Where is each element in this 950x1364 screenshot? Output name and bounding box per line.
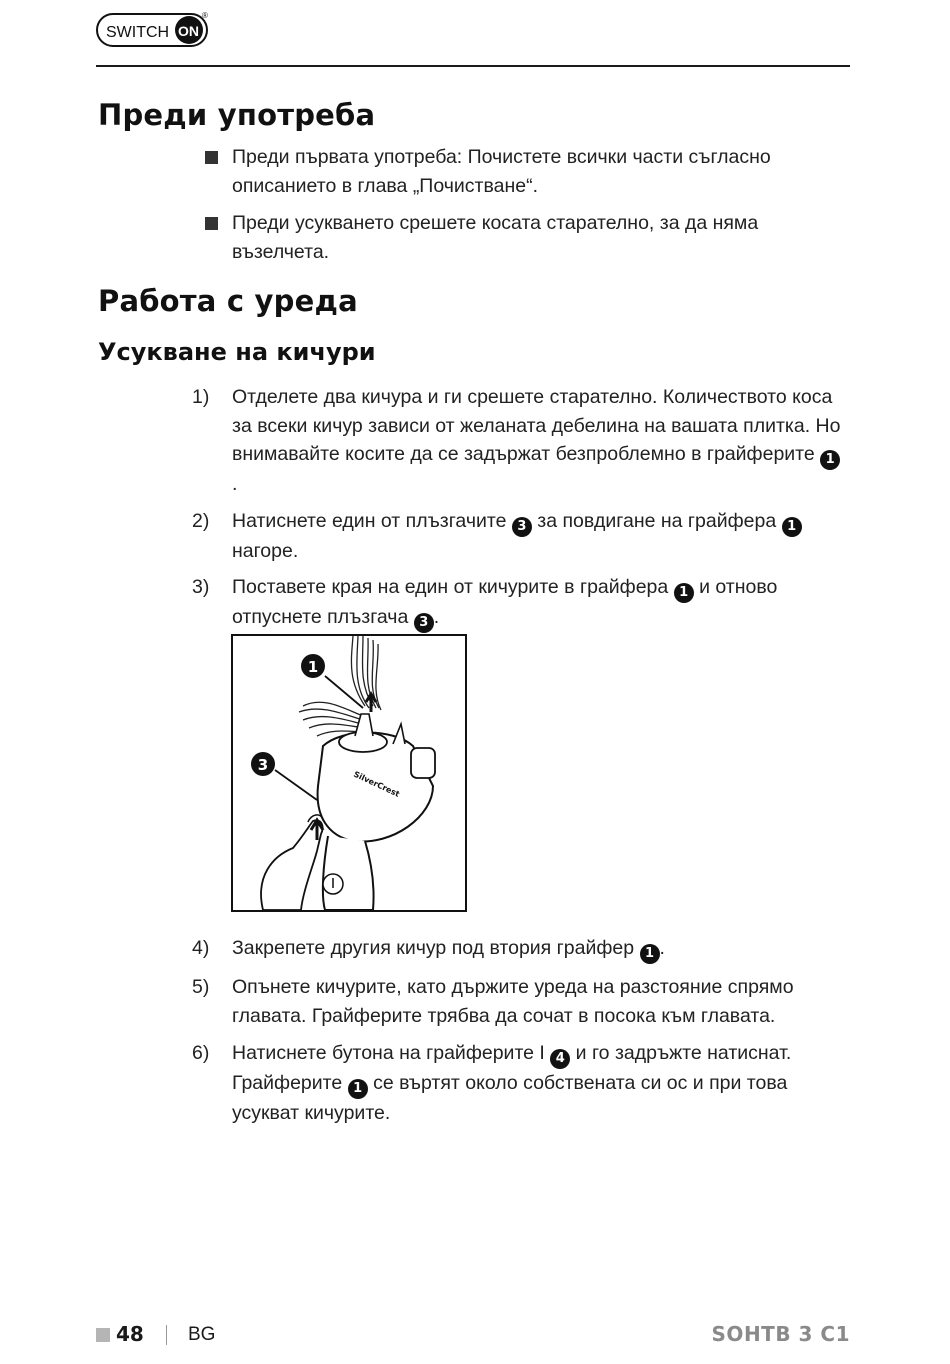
reference-marker: 3 [414,613,434,633]
page-number: 48 [116,1322,144,1346]
model-number: SOHTB 3 C1 [711,1322,850,1346]
section-title-operation: Работа с уреда [98,284,358,318]
figure-brand-text: SilverCrest [352,769,401,799]
step-number: 2) [192,510,210,532]
reference-marker: 3 [512,517,532,537]
step-text [232,973,842,1030]
logo-text: SWITCH [106,24,170,41]
step-text-part: за повдигане на грайфера [531,510,782,532]
bullet-text: Преди усукването срешете косата старателно, за да няма възелчета. [232,212,759,263]
footer-marker [96,1328,110,1342]
reference-marker: 1 [674,583,694,603]
step-text-part: . [659,937,665,959]
reference-marker: 1 [348,1079,368,1099]
section-title-before-use: Преди употреба [98,98,376,132]
reference-marker: 1 [820,450,840,470]
figure-callout-3: 3 [257,756,269,774]
brand-logo [96,10,210,50]
step-text-part: Натиснете бутона на грайферите I [232,1042,551,1064]
step-text-part: Опънете кичурите, като държите уреда на разстояние спрямо главата. Грайферите трябва да сочат в посока към главата. [232,976,794,1027]
step-number: 5) [192,976,210,998]
step-text [232,573,842,633]
header-rule [96,65,850,67]
bullet-marker [205,217,218,230]
step-text [232,383,842,499]
illustration-hair-twister [231,634,467,912]
figure-callout-1: 1 [307,658,319,676]
step-text [232,934,842,964]
language-code: BG [188,1324,216,1345]
step-text-part: . [433,606,440,628]
step-text-part: Отделете два кичура и ги срешете старателно. Количеството коса за всеки кичур зависи от желаната дебелина на вашата плитка. Но внимавайте косите да се задържат безпроблемно в грайферите [232,386,841,465]
logo-registered-mark: ® [202,11,208,20]
subsection-title-twisting: Усукване на кичури [98,338,376,366]
reference-marker: 1 [640,944,660,964]
step-text [232,507,842,566]
bullet-marker [205,151,218,164]
step-number: 4) [192,937,210,959]
step-text-part: Поставете края на един от кичурите в грайфера [232,576,674,598]
step-text-part: Натиснете един от плъзгачите [232,510,512,532]
step-text-part: и отново отпуснете плъзгача [232,576,778,628]
logo-on-text: ON [178,23,199,39]
footer-divider [166,1325,167,1345]
step-number: 6) [192,1042,210,1064]
step-text-part: се въртят около собствената си ос и при това усукват кичурите. [232,1072,788,1124]
reference-marker: 4 [550,1049,570,1069]
step-number: 1) [192,386,210,408]
bullet-text: Преди първата употреба: Почистете всички части съгласно описанието в глава „Почистване“. [232,146,771,197]
step-text-part: нагоре. [232,540,299,562]
step-text-part: Закрепете другия кичур под втория грайфер [232,937,640,959]
reference-marker: 1 [782,517,802,537]
step-number: 3) [192,576,210,598]
step-text-part: и го задръжте натиснат. Грайферите [232,1042,792,1094]
step-text-part: . [232,473,238,495]
step-text [232,1039,842,1128]
